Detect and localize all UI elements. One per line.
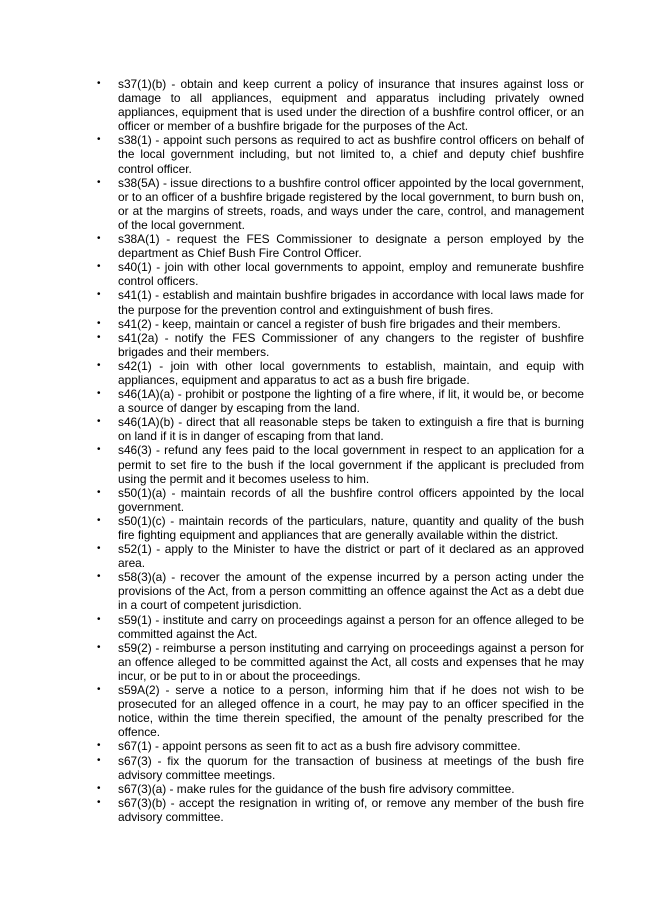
list-item-text: s46(1A)(a) - prohibit or postpone the lighting of a fire where, if lit, it would be, or become a source of danger by escaping from the land.: [118, 387, 584, 416]
bullet-icon: •: [97, 486, 101, 498]
bullet-icon: •: [97, 416, 101, 428]
list-item-text: s59(2) - reimburse a person instituting and carrying on proceedings against a person for an offence alleged to be committed against the Act, all costs and expenses that he may incur, or be put to in or about the proceedings.: [118, 640, 584, 683]
bullet-icon: •: [97, 233, 101, 245]
bullet-icon: •: [97, 571, 101, 583]
list-item-text: s67(3)(b) - accept the resignation in writing of, or remove any member of the bush fire advisory committee.: [118, 795, 584, 824]
list-item: [97, 232, 584, 261]
list-item: [97, 683, 584, 740]
list-item-text: s41(1) - establish and maintain bushfire brigades in accordance with local laws made for the purpose for the prevention control and extinguishment of bush fires.: [118, 288, 584, 317]
list-item: [97, 485, 584, 514]
list-item: [97, 542, 584, 571]
list-item-text: s40(1) - join with other local governments to appoint, employ and remunerate bushfire control officers.: [118, 260, 584, 289]
bullet-icon: •: [97, 754, 101, 766]
list-item-text: s50(1)(a) - maintain records of all the bushfire control officers appointed by the local government.: [118, 485, 584, 514]
bullet-icon: •: [97, 796, 101, 808]
list-item: [97, 175, 584, 232]
list-item: [97, 513, 584, 542]
list-item-text: s42(1) - join with other local governments to establish, maintain, and equip with appliances, equipment and apparatus to act as a bush fire brigade.: [118, 358, 584, 387]
list-item: [97, 330, 584, 359]
list-item: [97, 612, 584, 641]
bullet-icon: •: [97, 261, 101, 273]
list-item: [97, 640, 584, 683]
list-item-text: s38(5A) - issue directions to a bushfire control officer appointed by the local government, or to an officer of a bushfire brigade registered by the local government, to burn bush on, or at the margins of streets, roads, and ways under the care, control, and management of the local government.: [118, 175, 584, 232]
list-item-text: s41(2a) - notify the FES Commissioner of any changers to the register of bushfire brigades and their members.: [118, 330, 584, 359]
list-item-text: s59(1) - institute and carry on proceedings against a person for an offence alleged to be committed against the Act.: [118, 612, 584, 641]
list-item-text: s52(1) - apply to the Minister to have the district or part of it declared as an approved area.: [118, 542, 584, 571]
bullet-icon: •: [97, 317, 101, 329]
list-item: [97, 570, 584, 613]
bullet-icon: •: [97, 740, 101, 752]
list-item: [97, 443, 584, 486]
bullet-icon: •: [97, 331, 101, 343]
list-item: [97, 260, 584, 289]
list-item: [97, 358, 584, 387]
bullet-icon: •: [97, 444, 101, 456]
bullet-icon: •: [97, 543, 101, 555]
bullet-icon: •: [97, 176, 101, 188]
bullet-icon: •: [97, 289, 101, 301]
list-item-text: s38A(1) - request the FES Commissioner to designate a person employed by the department as Chief Bush Fire Control Officer.: [118, 232, 584, 261]
list-item-text: s67(1) - appoint persons as seen fit to act as a bush fire advisory committee.: [118, 739, 521, 754]
list-item: [97, 753, 584, 782]
bullet-icon: •: [97, 359, 101, 371]
list-item-text: s58(3)(a) - recover the amount of the expense incurred by a person acting under the provisions of the Act, from a person committing an offence against the Act as a debt due in a court of competent jurisdiction.: [118, 570, 584, 613]
list-item-text: s37(1)(b) - obtain and keep current a policy of insurance that insures against loss or damage to all appliances, equipment and apparatus including privately owned appliances, equipment that is used under the direction of a bushfire control officer, or an officer or member of a bushfire brigade for the purposes of the Act.: [118, 77, 584, 134]
bullet-icon: •: [97, 388, 101, 400]
list-item-text: s41(2) - keep, maintain or cancel a register of bush fire brigades and their members.: [118, 316, 561, 331]
bullet-icon: •: [97, 641, 101, 653]
list-item: [97, 387, 584, 416]
list-item-text: s59A(2) - serve a notice to a person, informing him that if he does not wish to be prosecuted for an alleged offence in a court, he may pay to an officer specified in the notice, within the time therein specified, the amount of the penalty prescribed for the offence.: [118, 683, 584, 740]
list-item-text: s46(3) - refund any fees paid to the local government in respect to an application for a permit to set fire to the bush if the local government if the applicant is precluded from using the permit and it becomes useless to him.: [118, 443, 584, 486]
list-item: [97, 415, 584, 444]
bullet-icon: •: [97, 782, 101, 794]
bullet-list: [97, 77, 584, 824]
list-item: [97, 316, 584, 331]
bullet-icon: •: [97, 684, 101, 696]
bullet-icon: •: [97, 514, 101, 526]
bullet-icon: •: [97, 134, 101, 146]
list-item-text: s50(1)(c) - maintain records of the particulars, nature, quantity and quality of the bush fire fighting equipment and appliances that are generally available within the district.: [118, 513, 584, 542]
list-item-text: s46(1A)(b) - direct that all reasonable steps be taken to extinguish a fire that is burning on land if it is in danger of escaping from that land.: [118, 415, 584, 444]
list-item: [97, 739, 584, 754]
list-item: [97, 795, 584, 824]
bullet-icon: •: [97, 613, 101, 625]
list-item-text: s38(1) - appoint such persons as required to act as bushfire control officers on behalf of the local government including, but not limited to, a chief and deputy chief bushfire control officer.: [118, 133, 584, 176]
list-item-text: s67(3) - fix the quorum for the transaction of business at meetings of the bush fire advisory committee meetings.: [118, 753, 584, 782]
list-item: [97, 77, 584, 134]
list-item-text: s67(3)(a) - make rules for the guidance of the bush fire advisory committee.: [118, 781, 515, 796]
list-item: [97, 288, 584, 317]
list-item: [97, 781, 584, 796]
list-item: [97, 133, 584, 176]
bullet-icon: •: [97, 78, 101, 89]
